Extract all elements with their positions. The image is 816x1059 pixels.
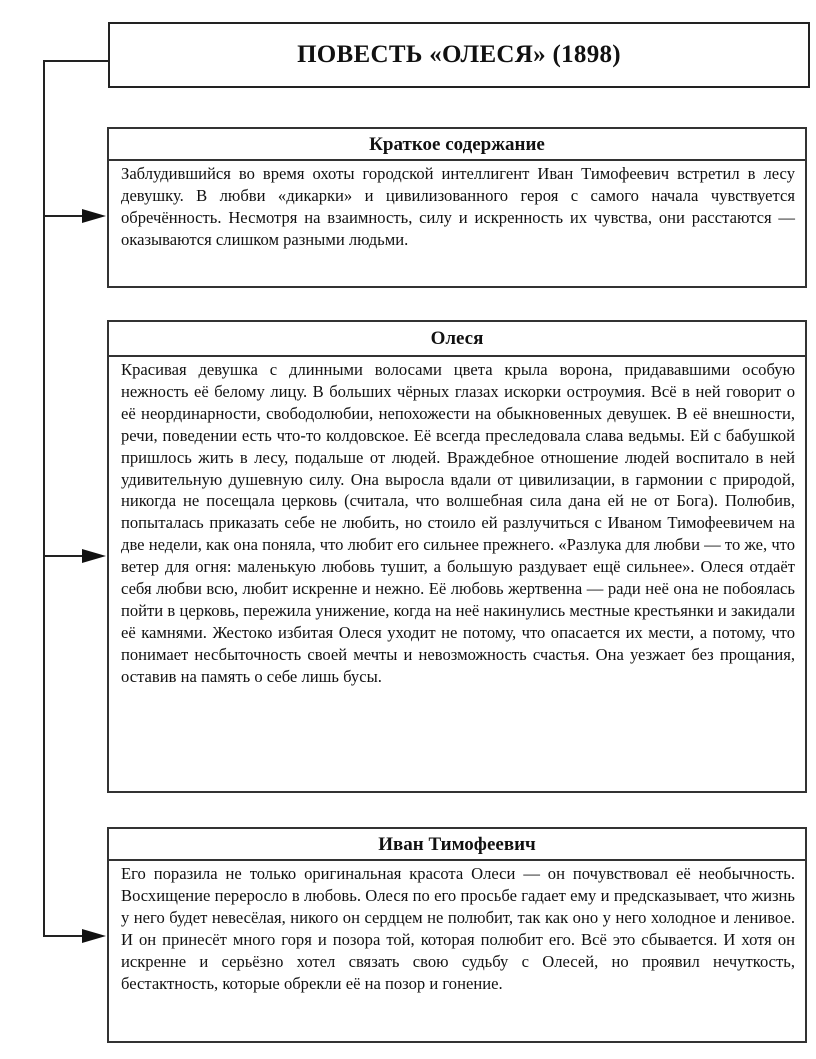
arrow-right-icon — [82, 209, 106, 223]
connector-vertical — [43, 60, 45, 937]
section-heading: Иван Тимофеевич — [109, 829, 805, 861]
section-heading: Краткое содержание — [109, 129, 805, 161]
section-summary — [107, 127, 807, 288]
title-box — [108, 22, 810, 88]
connector-horizontal-top — [44, 60, 108, 62]
connector-branch-1 — [44, 215, 84, 217]
page-title: ПОВЕСТЬ «ОЛЕСЯ» (1898) — [297, 41, 621, 68]
section-text: Его поразила не только оригинальная красота Олеси — он почувствовал её необычность. Восхищение переросло в любовь. Олеся по его просьбе гадает ему и предсказывает, что жизнь у него будет невесёлая, никого он сердцем не полюбит, так как оно у него холодное и ленивое. И он принесёт много горя и позора той, которая полюбит его. Всё это сбывается. И хотя он искренне и серьёзно хотел связать свою судьбу с Олесей, но проявил нечуткость, бестактность, которые обрекли её на позор и гонение. — [121, 864, 795, 993]
section-text: Красивая девушка с длинными волосами цвета крыла ворона, придававшими особую нежность её белому лицу. В больших чёрных глазах искорки остроумия. Всё в ней говорит о её неординарности, свободолюбии, непохожести на обыкновенных девушек. В её внешности, речи, поведении есть что-то колдовское. Её всегда преследовала слава ведьмы. Ей с бабушкой пришлось жить в лесу, подальше от людей. Враждебное отношение людей воспитало в ней удивительную душевную силу. Она выросла вдали от цивилизации, в гармонии с природой, никогда не посещала церковь (считала, что волшебная сила дана ей не от Бога). Полюбив, попыталась приказать себе не любить, но стоило ей разлучиться с Иваном Тимофеевичем на две недели, как она поняла, что любит его сильнее прежнего. «Разлука для любви — то же, что ветер для огня: маленькую любовь тушит, а большую раздувает ещё сильнее». Олеся отдаёт себя любви всю, любит искренне и нежно. Её любовь жертвенна — ради неё она не побоялась пойти в церковь, пережила унижение, когда на неё накинулись местные крестьянки и закидали её камнями. Жестоко избитая Олеся уходит не потому, что опасается их мести, а потому, что понимает несбыточность своей мечты и невозможность счастья. Она уезжает без прощания, оставив на память о себе лишь бусы. — [121, 360, 795, 686]
section-text: Заблудившийся во время охоты городской интеллигент Иван Тимофеевич встретил в лесу девушку. В любви «дикарки» и цивилизованного героя с самого начала чувствуется обречённость. Несмотря на взаимность, силу и искренность их чувства, они расстаются — оказываются слишком разными людьми. — [121, 164, 795, 249]
section-olesya — [107, 320, 807, 793]
connector-branch-2 — [44, 555, 84, 557]
connector-branch-3 — [44, 935, 84, 937]
section-ivan — [107, 827, 807, 1043]
arrow-right-icon — [82, 929, 106, 943]
arrow-right-icon — [82, 549, 106, 563]
section-heading: Олеся — [109, 322, 805, 357]
